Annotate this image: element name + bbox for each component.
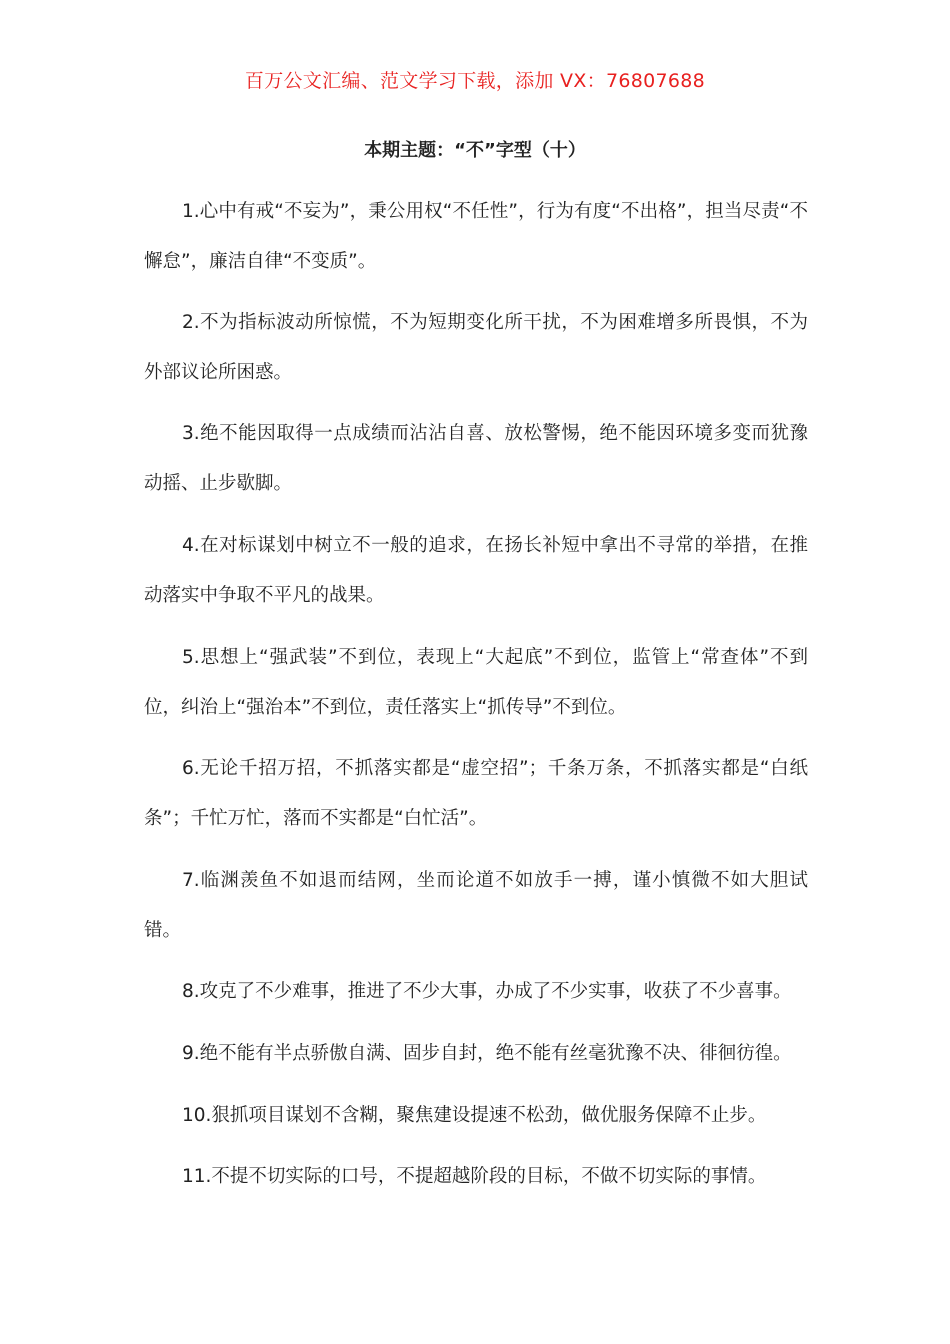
paragraph-2: 2.不为指标波动所惊慌，不为短期变化所干扰，不为困难增多所畏惧，不为外部议论所困惑。: [144, 312, 808, 383]
paragraph-5: 5.思想上“强武装”不到位，表现上“大起底”不到位，监管上“常查体”不到位，纠治上“强治本”不到位，责任落实上“抓传导”不到位。: [144, 647, 808, 718]
paragraph-8: 8.攻克了不少难事，推进了不少大事，办成了不少实事，收获了不少喜事。: [182, 981, 792, 1002]
paragraph-6: 6.无论千招万招，不抓落实都是“虚空招”；千条万条，不抓落实都是“白纸条”；千忙万忙，落而不实都是“白忙活”。: [144, 758, 808, 829]
paragraph-10: 10.狠抓项目谋划不含糊，聚焦建设提速不松劲，做优服务保障不止步。: [182, 1105, 767, 1126]
paragraph-1: 1.心中有戒“不妄为”，秉公用权“不任性”，行为有度“不出格”，担当尽责“不懈怠”，廉洁自律“不变质”。: [144, 201, 808, 272]
paragraph-7: 7.临渊羡鱼不如退而结网，坐而论道不如放手一搏，谨小慎微不如大胆试错。: [144, 870, 808, 941]
paragraph-11: 11.不提不切实际的口号，不提超越阶段的目标，不做不切实际的事情。: [182, 1166, 767, 1187]
paragraph-4: 4.在对标谋划中树立不一般的追求，在扬长补短中拿出不寻常的举措，在推动落实中争取不平凡的战果。: [144, 535, 808, 606]
paragraph-3: 3.绝不能因取得一点成绩而沾沾自喜、放松警惕，绝不能因环境多变而犹豫动摇、止步歇脚。: [144, 423, 808, 494]
paragraph-9: 9.绝不能有半点骄傲自满、固步自封，绝不能有丝毫犹豫不决、徘徊彷徨。: [182, 1043, 792, 1064]
document-title: 本期主题：“不”字型（十）: [364, 140, 586, 161]
header-banner: 百万公文汇编、范文学习下载，添加 VX：76807688: [244, 70, 706, 92]
